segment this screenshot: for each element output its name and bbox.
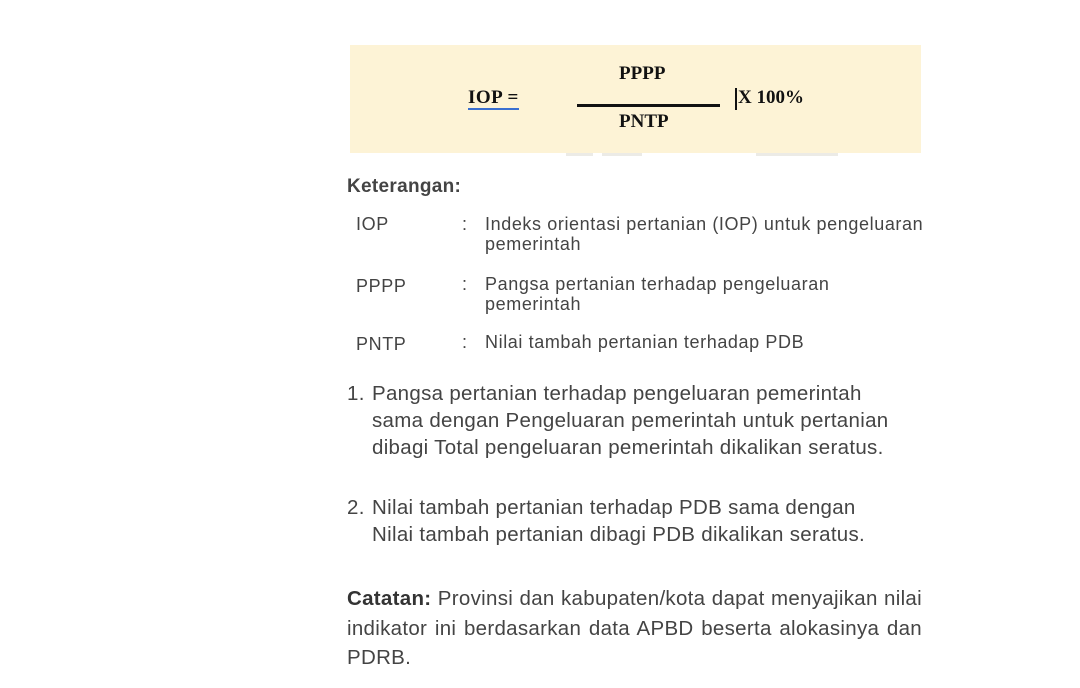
formula-multiplier: X 100%	[738, 87, 804, 108]
note-paragraph	[347, 584, 922, 673]
legend-desc: Pangsa pertanian terhadap pengeluaran pemerintah	[485, 274, 830, 314]
image-artifact	[566, 153, 593, 156]
fraction-bar	[577, 104, 720, 107]
legend-term: IOP	[356, 214, 389, 234]
formula-image	[350, 45, 921, 153]
formula-denominator: PNTP	[619, 111, 669, 132]
legend-title: Keterangan:	[347, 176, 462, 197]
formula-numerator: PPPP	[619, 63, 666, 84]
legend-desc: Indeks orientasi pertanian (IOP) untuk pengeluaran pemerintah	[485, 214, 924, 254]
image-artifact	[756, 153, 838, 156]
legend-colon: :	[462, 332, 468, 352]
legend-term: PNTP	[356, 334, 407, 354]
list-text: Pangsa pertanian terhadap pengeluaran pemerintah sama dengan Pengeluaran pemerintah untuk pertanian dibagi Total pengeluaran pemerintah dikalikan seratus.	[372, 382, 889, 459]
formula-lhs: IOP =	[468, 87, 519, 108]
note-label: Catatan:	[347, 587, 432, 610]
list-marker: 1.	[347, 382, 365, 405]
text-cursor	[735, 88, 737, 110]
legend-colon: :	[462, 214, 468, 234]
image-artifact	[602, 153, 642, 156]
list-text: Nilai tambah pertanian terhadap PDB sama dengan Nilai tambah pertanian dibagi PDB dikalikan seratus.	[372, 496, 866, 546]
legend-desc: Nilai tambah pertanian terhadap PDB	[485, 332, 805, 352]
legend-colon: :	[462, 274, 468, 294]
note-text: Provinsi dan kabupaten/kota dapat menyajikan nilai indikator ini berdasarkan data APBD beserta alokasinya dan PDRB.	[347, 587, 922, 669]
list-marker: 2.	[347, 496, 365, 519]
legend-term: PPPP	[356, 276, 407, 296]
